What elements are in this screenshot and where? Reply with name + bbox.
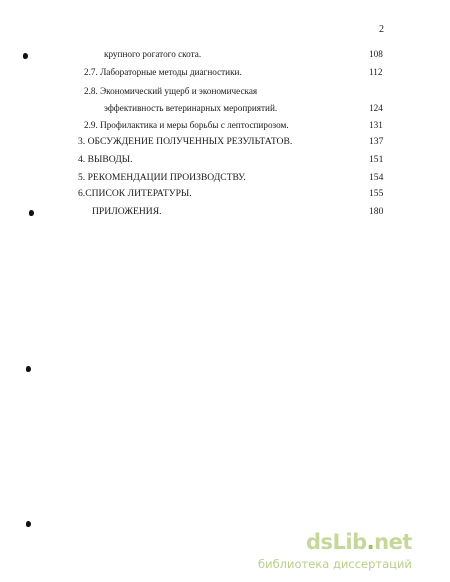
toc-entry-text: крупного рогатого скота. <box>104 49 202 59</box>
watermark-logo-tld: net <box>374 530 412 554</box>
toc-entry <box>0 47 450 61</box>
toc-entry <box>0 65 450 79</box>
binding-hole-mark <box>23 53 28 59</box>
watermark-subtitle: библиотека диссертаций <box>258 557 412 571</box>
toc-entry-text: 2.8. Экономический ущерб и экономическая <box>84 86 258 96</box>
watermark <box>258 530 446 571</box>
toc-entry-text: 5. РЕКОМЕНДАЦИИ ПРОИЗВОДСТВУ. <box>78 172 246 183</box>
toc-entry-text: ПРИЛОЖЕНИЯ. <box>92 206 162 217</box>
toc-entry <box>0 171 450 185</box>
toc-entry-page: 124 <box>369 103 383 113</box>
toc-entry <box>0 84 450 98</box>
watermark-logo-dot: . <box>366 530 375 554</box>
toc-entry-text: 4. ВЫВОДЫ. <box>78 154 133 165</box>
toc-entry-page: 155 <box>369 188 384 199</box>
toc-entry-page: 137 <box>369 136 384 147</box>
toc-entry-page: 108 <box>369 49 383 59</box>
toc-entry-page: 151 <box>369 154 384 165</box>
toc-entry-page: 180 <box>369 206 384 217</box>
toc-entry-text: эффективность ветеринарных мероприятий. <box>104 103 278 113</box>
toc-entry <box>0 187 450 201</box>
toc-entry <box>0 205 450 219</box>
watermark-logo-main: dsLib <box>306 530 367 554</box>
toc-entry <box>0 135 450 149</box>
toc-entry-text: 6.СПИСОК ЛИТЕРАТУРЫ. <box>78 188 192 199</box>
toc-entry-text: 3. ОБСУЖДЕНИЕ ПОЛУЧЕННЫХ РЕЗУЛЬТАТОВ. <box>78 136 293 147</box>
toc-entry-page: 112 <box>369 67 383 77</box>
binding-hole-mark <box>29 210 34 216</box>
binding-hole-mark <box>26 521 31 527</box>
toc-entry <box>0 118 450 132</box>
toc-entry-page: 154 <box>369 172 384 183</box>
toc-entry <box>0 101 450 115</box>
toc-entry-text: 2.7. Лабораторные методы диагностики. <box>84 67 242 77</box>
binding-hole-mark <box>26 366 31 372</box>
toc-entry <box>0 153 450 167</box>
page-number: 2 <box>379 24 384 35</box>
watermark-logo <box>306 531 446 553</box>
toc-entry-text: 2.9. Профилактика и меры борьбы с лептоспирозом. <box>84 120 289 130</box>
toc-entry-page: 131 <box>369 120 383 130</box>
